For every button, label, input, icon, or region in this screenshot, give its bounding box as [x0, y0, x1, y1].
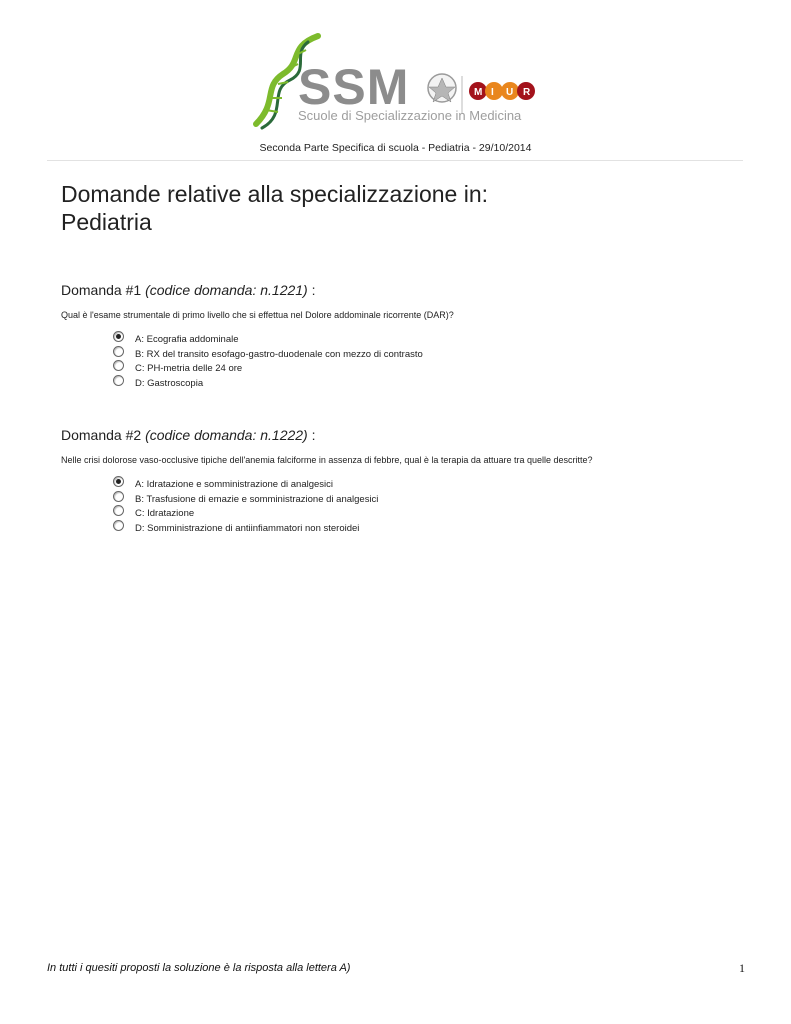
- option-label: C: PH-metria delle 24 ore: [135, 363, 243, 374]
- option-label: B: Trasfusione di emazie e somministrazione di analgesici: [135, 493, 379, 505]
- title-line-2: Pediatria: [61, 209, 152, 235]
- option-label: C: Idratazione: [135, 508, 195, 519]
- footer-note: In tutti i quesiti proposti la soluzione è la risposta alla lettera A): [47, 962, 351, 974]
- radio-selected-icon[interactable]: [113, 476, 124, 487]
- question-2-colon: :: [311, 427, 316, 443]
- dna-helix-icon: [248, 32, 548, 130]
- radio-icon[interactable]: [113, 491, 124, 502]
- svg-text:U: U: [506, 87, 514, 98]
- option-label: B: RX del transito esofago-gastro-duodenale con mezzo di contrasto: [135, 348, 423, 360]
- header-divider: [47, 160, 743, 161]
- radio-icon[interactable]: [113, 505, 124, 516]
- radio-icon[interactable]: [113, 346, 124, 357]
- radio-icon[interactable]: [113, 520, 124, 531]
- option-label: A: Ecografia addominale: [135, 334, 239, 345]
- question-2-heading: [61, 427, 316, 443]
- svg-text:SSM: SSM: [298, 59, 410, 115]
- ssm-logo: [248, 32, 548, 130]
- question-1-code: (codice domanda: n.1221): [145, 282, 308, 298]
- option-label: D: Gastroscopia: [135, 377, 204, 389]
- page-number: 1: [739, 961, 745, 975]
- question-2-text: Nelle crisi dolorose vaso-occlusive tipiche dell'anemia falciforme in assenza di febbre, qual è la terapia da attuare tra quelle descritte?: [61, 455, 593, 465]
- radio-icon[interactable]: [113, 375, 124, 386]
- question-1-label: Domanda #1: [61, 282, 142, 298]
- page-title: [61, 180, 741, 236]
- radio-selected-icon[interactable]: [113, 331, 124, 342]
- question-2-code: (codice domanda: n.1222): [145, 427, 308, 443]
- svg-text:M: M: [474, 87, 483, 98]
- question-1-text: Qual è l'esame strumentale di primo livello che si effettua nel Dolore addominale ricorrente (DAR)?: [61, 310, 454, 320]
- svg-text:I: I: [491, 87, 494, 98]
- title-line-1: Domande relative alla specializzazione in:: [61, 181, 489, 207]
- question-2-label: Domanda #2: [61, 427, 142, 443]
- option-label: A: Idratazione e somministrazione di analgesici: [135, 479, 334, 490]
- radio-icon[interactable]: [113, 360, 124, 371]
- question-1-heading: [61, 282, 316, 298]
- svg-text:Scuole di Specializzazione in: Scuole di Specializzazione in Medicina: [298, 108, 522, 123]
- document-subtitle: Seconda Parte Specifica di scuola - Pediatria - 29/10/2014: [259, 142, 532, 154]
- question-1-colon: :: [311, 282, 316, 298]
- svg-text:R: R: [523, 87, 531, 98]
- option-label: D: Somministrazione di antiinfiammatori non steroidei: [135, 522, 360, 534]
